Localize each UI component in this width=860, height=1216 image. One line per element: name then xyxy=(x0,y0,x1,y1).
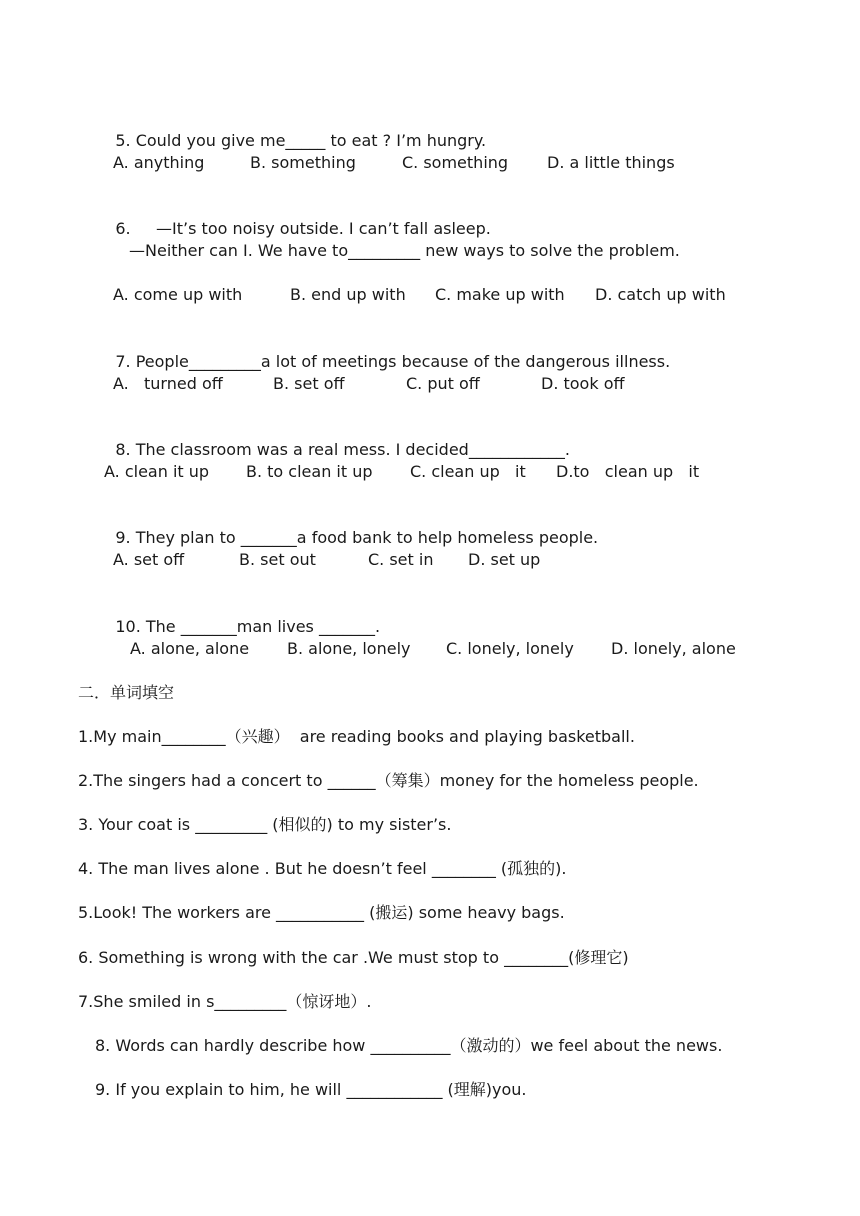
question-8-option-a: A. clean it up xyxy=(104,462,210,481)
fill-item-6: 6. Something is wrong with the car .We must stop to ________(修理它) xyxy=(78,948,629,967)
question-10-option-c: C. lonely, lonely xyxy=(446,639,574,658)
fill-item-4: 4. The man lives alone . But he doesn’t feel ________ (孤独的). xyxy=(78,859,567,878)
question-text: The classroom was a real mess. I decided____________. xyxy=(135,440,570,459)
question-9-option-d: D. set up xyxy=(468,550,541,569)
question-10-option-d: D. lonely, alone xyxy=(611,639,736,658)
question-6-option-d: D. catch up with xyxy=(595,285,726,304)
question-8-option-c: C. clean up it xyxy=(410,462,526,481)
fill-item-9: 9. If you explain to him, he will ____________ (理解)you. xyxy=(95,1080,527,1099)
question-7-option-a: A. turned off xyxy=(113,374,223,393)
question-5-option-b: B. something xyxy=(250,153,356,172)
question-9-option-b: B. set out xyxy=(239,550,316,569)
question-7-option-c: C. put off xyxy=(406,374,480,393)
question-9-option-a: A. set off xyxy=(113,550,185,569)
question-text: People_________a lot of meetings because of the dangerous illness. xyxy=(135,352,671,371)
question-number: 8. xyxy=(115,440,131,459)
question-number: 9. xyxy=(115,528,131,547)
question-8-option-b: B. to clean it up xyxy=(246,462,373,481)
question-6-option-b: B. end up with xyxy=(290,285,406,304)
question-text: They plan to _______a food bank to help homeless people. xyxy=(135,528,599,547)
section-heading: 二．单词填空 xyxy=(78,683,175,702)
question-number: 10. xyxy=(115,617,141,636)
question-10-option-b: B. alone, lonely xyxy=(287,639,411,658)
question-number: 5. xyxy=(115,131,131,150)
fill-item-3: 3. Your coat is _________ (相似的) to my sister’s. xyxy=(78,815,452,834)
question-7-option-b: B. set off xyxy=(273,374,345,393)
question-8-option-d: D.to clean up it xyxy=(556,462,700,481)
fill-item-2: 2.The singers had a concert to ______（筹集）money for the homeless people. xyxy=(78,771,699,790)
question-text: Could you give me_____ to eat ? I’m hungry. xyxy=(135,131,487,150)
fill-item-7: 7.She smiled in s_________（惊讶地）. xyxy=(78,992,372,1011)
question-5-option-a: A. anything xyxy=(113,153,205,172)
fill-item-5: 5.Look! The workers are ___________ (搬运) some heavy bags. xyxy=(78,903,565,922)
fill-item-1: 1.My main________（兴趣） are reading books and playing basketball. xyxy=(78,727,635,746)
question-number: 6. xyxy=(115,219,131,238)
question-5-option-d: D. a little things xyxy=(547,153,675,172)
question-6-option-a: A. come up with xyxy=(113,285,243,304)
question-10-option-a: A. alone, alone xyxy=(130,639,250,658)
question-number: 7. xyxy=(115,352,131,371)
question-text: —It’s too noisy outside. I can’t fall asleep. xyxy=(156,219,491,238)
question-5-option-c: C. something xyxy=(402,153,509,172)
question-6-option-c: C. make up with xyxy=(435,285,565,304)
question-6-stem-2: —Neither can I. We have to_________ new ways to solve the problem. xyxy=(129,241,680,260)
fill-item-8: 8. Words can hardly describe how __________（激动的）we feel about the news. xyxy=(95,1036,723,1055)
question-9-option-c: C. set in xyxy=(368,550,434,569)
question-text: The _______man lives _______. xyxy=(145,617,381,636)
question-7-option-d: D. took off xyxy=(541,374,625,393)
